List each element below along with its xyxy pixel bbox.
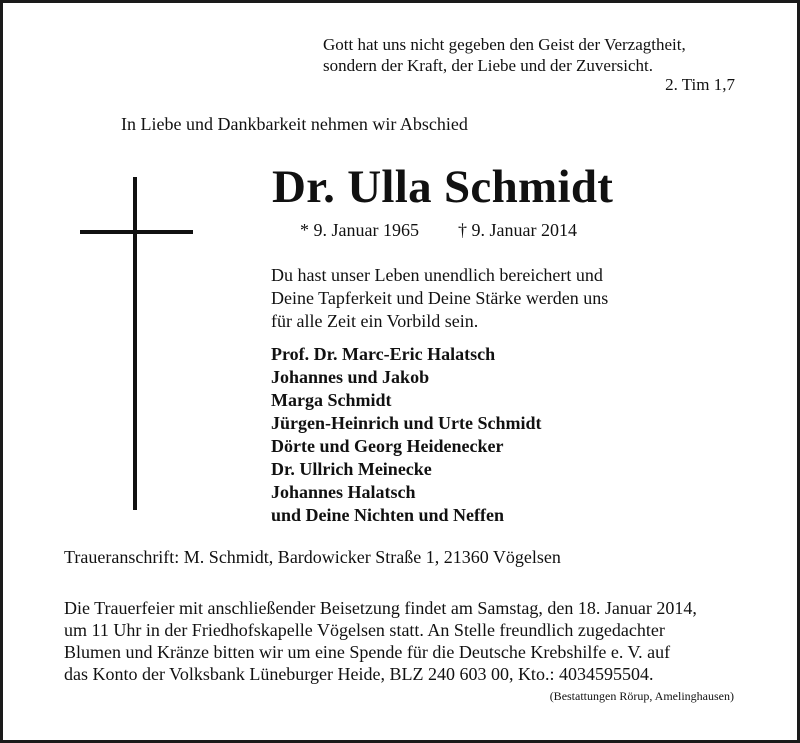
verse-reference: 2. Tim 1,7 bbox=[665, 75, 735, 94]
service-line: das Konto der Volksbank Lüneburger Heide, BLZ 240 603 00, Kto.: 4034595504. bbox=[64, 664, 654, 684]
mourner: Dr. Ullrich Meinecke bbox=[271, 459, 432, 479]
bible-verse bbox=[323, 34, 686, 76]
funeral-service-info bbox=[64, 597, 697, 685]
mourner: Marga Schmidt bbox=[271, 390, 392, 410]
mourner: Dörte und Georg Heidenecker bbox=[271, 436, 504, 456]
service-line: um 11 Uhr in der Friedhofskapelle Vögelsen statt. An Stelle freundlich zugedachter bbox=[64, 620, 665, 640]
farewell-intro: In Liebe und Dankbarkeit nehmen wir Abschied bbox=[121, 114, 468, 134]
verse-line: Gott hat uns nicht gegeben den Geist der Verzagtheit, bbox=[323, 35, 686, 54]
mourner: Jürgen-Heinrich und Urte Schmidt bbox=[271, 413, 542, 433]
mourner: Johannes und Jakob bbox=[271, 367, 430, 387]
quote-line: für alle Zeit ein Vorbild sein. bbox=[271, 311, 479, 331]
quote-line: Du hast unser Leben unendlich bereichert und bbox=[271, 265, 603, 285]
condolence-address: Traueranschrift: M. Schmidt, Bardowicker Straße 1, 21360 Vögelsen bbox=[64, 547, 561, 567]
memorial-quote bbox=[271, 264, 608, 333]
mourner: Johannes Halatsch bbox=[271, 482, 416, 502]
service-line: Die Trauerfeier mit anschließender Beisetzung findet am Samstag, den 18. Januar 2014, bbox=[64, 598, 697, 618]
quote-line: Deine Tapferkeit und Deine Stärke werden uns bbox=[271, 288, 609, 308]
verse-line: sondern der Kraft, der Liebe und der Zuversicht. bbox=[323, 56, 653, 75]
cross-icon-bar bbox=[80, 230, 193, 234]
mourners-list bbox=[271, 343, 542, 527]
service-line: Blumen und Kränze bitten wir um eine Spende für die Deutsche Krebshilfe e. V. auf bbox=[64, 642, 671, 662]
cross-icon bbox=[133, 177, 137, 510]
death-date: † 9. Januar 2014 bbox=[458, 220, 577, 240]
undertaker-credit: (Bestattungen Rörup, Amelinghausen) bbox=[549, 689, 734, 703]
mourner: und Deine Nichten und Neffen bbox=[271, 505, 505, 525]
mourner: Prof. Dr. Marc-Eric Halatsch bbox=[271, 344, 496, 364]
birth-date: * 9. Januar 1965 bbox=[300, 220, 419, 240]
deceased-name: Dr. Ulla Schmidt bbox=[272, 161, 614, 213]
